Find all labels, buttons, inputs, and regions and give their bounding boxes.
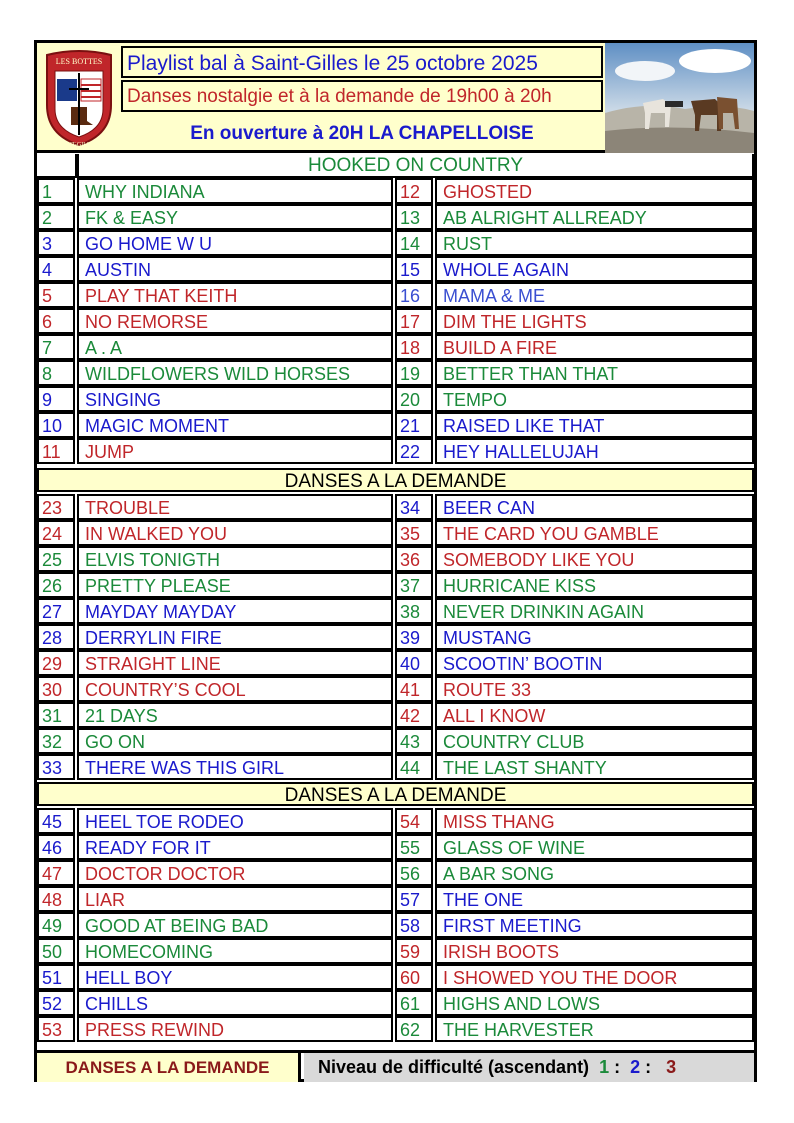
- song-number: 10: [37, 412, 75, 438]
- difficulty-legend: [304, 1053, 754, 1082]
- song-number: 31: [37, 702, 75, 728]
- difficulty-level-3: 3: [666, 1057, 677, 1077]
- song-number: 53: [37, 1016, 75, 1042]
- song-number: 24: [37, 520, 75, 546]
- horses-photo: [605, 43, 754, 153]
- song-title: THE CARD YOU GAMBLE: [435, 520, 754, 546]
- song-number: 6: [37, 308, 75, 334]
- song-number: 36: [395, 546, 433, 572]
- song-number: 14: [395, 230, 433, 256]
- song-number: 20: [395, 386, 433, 412]
- song-number: 41: [395, 676, 433, 702]
- song-number: 45: [37, 808, 75, 834]
- song-number: 49: [37, 912, 75, 938]
- song-number: 11: [37, 438, 75, 464]
- song-number: 12: [395, 178, 433, 204]
- song-number: 26: [37, 572, 75, 598]
- song-number: 27: [37, 598, 75, 624]
- song-number: 40: [395, 650, 433, 676]
- song-number: 58: [395, 912, 433, 938]
- song-title: HOMECOMING: [77, 938, 393, 964]
- song-title: DIM THE LIGHTS: [435, 308, 754, 334]
- song-title: HEEL TOE RODEO: [77, 808, 393, 834]
- song-title: COUNTRY’S COOL: [77, 676, 393, 702]
- song-title: DOCTOR DOCTOR: [77, 860, 393, 886]
- song-number: 28: [37, 624, 75, 650]
- song-title: MUSTANG: [435, 624, 754, 650]
- song-title: MAYDAY MAYDAY: [77, 598, 393, 624]
- song-title: ALL I KNOW: [435, 702, 754, 728]
- song-number: 37: [395, 572, 433, 598]
- difficulty-label: Niveau de difficulté (ascendant): [318, 1057, 590, 1077]
- song-title: NEVER DRINKIN AGAIN: [435, 598, 754, 624]
- song-number: 50: [37, 938, 75, 964]
- song-number: 2: [37, 204, 75, 230]
- song-number: 1: [37, 178, 75, 204]
- song-title: WHOLE AGAIN: [435, 256, 754, 282]
- song-title: GHOSTED: [435, 178, 754, 204]
- song-number: 46: [37, 834, 75, 860]
- footer: [37, 1050, 754, 1082]
- difficulty-level-1: 1: [599, 1057, 610, 1077]
- song-number: 60: [395, 964, 433, 990]
- song-title: 21 DAYS: [77, 702, 393, 728]
- song-number: 32: [37, 728, 75, 754]
- section1-number-header: [37, 154, 77, 178]
- song-number: 19: [395, 360, 433, 386]
- header: [37, 43, 754, 153]
- song-number: 43: [395, 728, 433, 754]
- song-number: 44: [395, 754, 433, 780]
- difficulty-separator: :: [614, 1057, 621, 1077]
- song-number: 7: [37, 334, 75, 360]
- song-title: SINGING: [77, 386, 393, 412]
- song-number: 8: [37, 360, 75, 386]
- song-number: 13: [395, 204, 433, 230]
- svg-text:SAINT-GILLOIS: SAINT-GILLOIS: [57, 142, 101, 148]
- section3-title: DANSES A LA DEMANDE: [37, 782, 754, 806]
- song-number: 23: [37, 494, 75, 520]
- song-title: THE HARVESTER: [435, 1016, 754, 1042]
- song-number: 17: [395, 308, 433, 334]
- song-number: 61: [395, 990, 433, 1016]
- section2-title: DANSES A LA DEMANDE: [37, 468, 754, 492]
- footer-label: DANSES A LA DEMANDE: [37, 1053, 301, 1082]
- opening-dance: En ouverture à 20H LA CHAPELLOISE: [190, 123, 534, 144]
- song-title: I SHOWED YOU THE DOOR: [435, 964, 754, 990]
- song-number: 42: [395, 702, 433, 728]
- song-title: COUNTRY CLUB: [435, 728, 754, 754]
- song-title: GO ON: [77, 728, 393, 754]
- song-title: THERE WAS THIS GIRL: [77, 754, 393, 780]
- song-number: 5: [37, 282, 75, 308]
- svg-text:LES BOTTES: LES BOTTES: [55, 57, 103, 66]
- song-number: 15: [395, 256, 433, 282]
- song-title: HELL BOY: [77, 964, 393, 990]
- song-title: A . A: [77, 334, 393, 360]
- song-title: MISS THANG: [435, 808, 754, 834]
- song-title: GO HOME W U: [77, 230, 393, 256]
- song-number: 18: [395, 334, 433, 360]
- song-number: 34: [395, 494, 433, 520]
- song-title: MAGIC MOMENT: [77, 412, 393, 438]
- song-number: 57: [395, 886, 433, 912]
- song-title: NO REMORSE: [77, 308, 393, 334]
- song-number: 51: [37, 964, 75, 990]
- song-title: TEMPO: [435, 386, 754, 412]
- song-number: 9: [37, 386, 75, 412]
- song-number: 55: [395, 834, 433, 860]
- song-title: PRESS REWIND: [77, 1016, 393, 1042]
- song-title: ROUTE 33: [435, 676, 754, 702]
- difficulty-separator: :: [645, 1057, 652, 1077]
- song-title: LIAR: [77, 886, 393, 912]
- song-number: 3: [37, 230, 75, 256]
- song-title: BETTER THAN THAT: [435, 360, 754, 386]
- playlist-sheet: [34, 40, 757, 1082]
- song-title: A BAR SONG: [435, 860, 754, 886]
- song-number: 56: [395, 860, 433, 886]
- song-number: 4: [37, 256, 75, 282]
- song-title: STRAIGHT LINE: [77, 650, 393, 676]
- song-number: 59: [395, 938, 433, 964]
- song-title: ELVIS TONIGTH: [77, 546, 393, 572]
- song-title: AB ALRIGHT ALLREADY: [435, 204, 754, 230]
- difficulty-level-2: 2: [630, 1057, 641, 1077]
- song-title: JUMP: [77, 438, 393, 464]
- song-title: AUSTIN: [77, 256, 393, 282]
- song-title: BEER CAN: [435, 494, 754, 520]
- song-title: FK & EASY: [77, 204, 393, 230]
- song-number: 30: [37, 676, 75, 702]
- song-number: 48: [37, 886, 75, 912]
- song-number: 33: [37, 754, 75, 780]
- song-number: 54: [395, 808, 433, 834]
- song-title: SCOOTIN’ BOOTIN: [435, 650, 754, 676]
- song-title: RAISED LIKE THAT: [435, 412, 754, 438]
- song-number: 35: [395, 520, 433, 546]
- song-number: 39: [395, 624, 433, 650]
- song-title: RUST: [435, 230, 754, 256]
- section1-title: HOOKED ON COUNTRY: [77, 154, 754, 178]
- song-number: 21: [395, 412, 433, 438]
- song-title: HURRICANE KISS: [435, 572, 754, 598]
- club-crest-logo: [41, 49, 117, 149]
- song-number: 22: [395, 438, 433, 464]
- song-title: READY FOR IT: [77, 834, 393, 860]
- song-title: GLASS OF WINE: [435, 834, 754, 860]
- song-title: BUILD A FIRE: [435, 334, 754, 360]
- song-title: DERRYLIN FIRE: [77, 624, 393, 650]
- song-number: 38: [395, 598, 433, 624]
- song-title: GOOD AT BEING BAD: [77, 912, 393, 938]
- song-title: HEY HALLELUJAH: [435, 438, 754, 464]
- song-number: 52: [37, 990, 75, 1016]
- song-number: 29: [37, 650, 75, 676]
- song-title: SOMEBODY LIKE YOU: [435, 546, 754, 572]
- song-title: HIGHS AND LOWS: [435, 990, 754, 1016]
- song-title: PLAY THAT KEITH: [77, 282, 393, 308]
- song-title: WILDFLOWERS WILD HORSES: [77, 360, 393, 386]
- song-title: FIRST MEETING: [435, 912, 754, 938]
- song-title: PRETTY PLEASE: [77, 572, 393, 598]
- song-number: 47: [37, 860, 75, 886]
- song-title: MAMA & ME: [435, 282, 754, 308]
- page-subtitle: Danses nostalgie et à la demande de 19h00 à 20h: [121, 80, 603, 112]
- song-number: 16: [395, 282, 433, 308]
- song-title: THE LAST SHANTY: [435, 754, 754, 780]
- song-title: IRISH BOOTS: [435, 938, 754, 964]
- song-title: WHY INDIANA: [77, 178, 393, 204]
- song-title: CHILLS: [77, 990, 393, 1016]
- song-number: 25: [37, 546, 75, 572]
- song-title: IN WALKED YOU: [77, 520, 393, 546]
- page-title: Playlist bal à Saint-Gilles le 25 octobre 2025: [121, 46, 603, 78]
- song-number: 62: [395, 1016, 433, 1042]
- song-title: TROUBLE: [77, 494, 393, 520]
- song-title: THE ONE: [435, 886, 754, 912]
